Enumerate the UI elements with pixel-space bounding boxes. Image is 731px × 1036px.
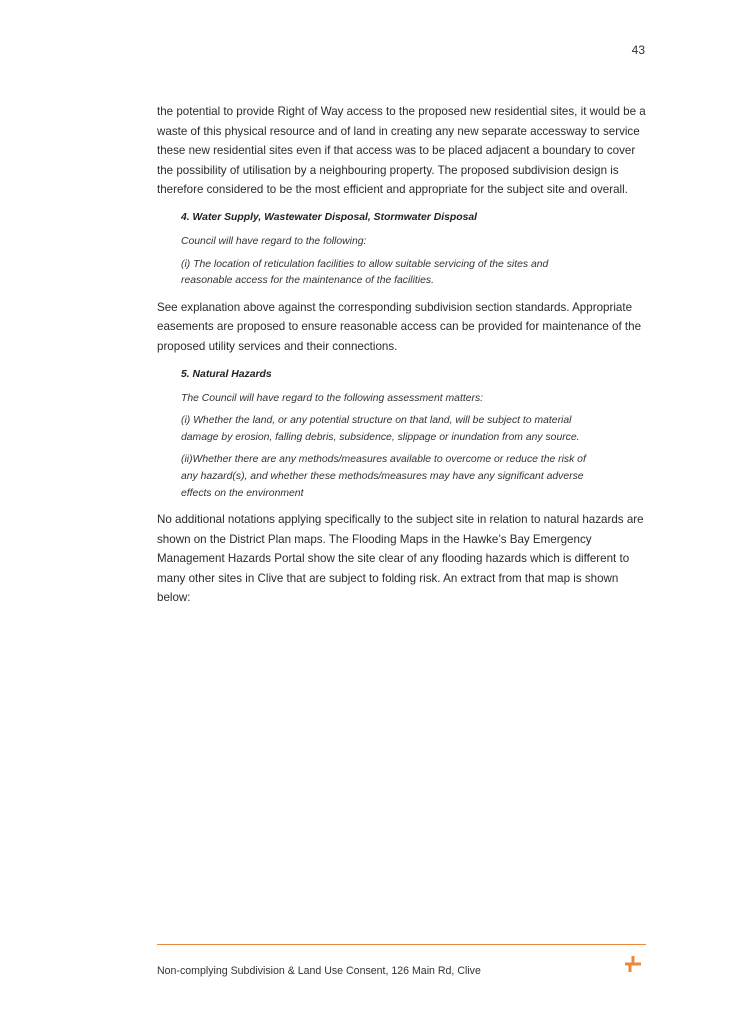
section-4-intro: Council will have regard to the following: (181, 235, 367, 247)
section-5-item-1: (i) Whether the land, or any potential structure on that land, will be subject to material damage by erosion, falling debris, subsidence, slippage or inundation from any source. (181, 415, 580, 443)
section-5-item-2: (ii)Whether there are any methods/measures available to overcome or reduce the risk of any hazard(s), and whether these methods/measures may have any significant adverse effects on the environment (181, 454, 586, 499)
bracket-corner-logo-icon (623, 954, 643, 974)
section-4-quote (181, 210, 601, 290)
section-4-item-1: (i) The location of reticulation facilities to allow suitable servicing of the sites and reasonable access for the maintenance of the facilities. (181, 258, 549, 287)
footer-divider (157, 944, 646, 945)
section-5-heading: 5. Natural Hazards (181, 368, 272, 380)
paragraph-natural-hazards: No additional notations applying specifically to the subject site in relation to natural hazards are shown on the District Plan maps. The Flooding Maps in the Hawke’s Bay Emergency Management Hazards Portal show the site clear of any flooding hazards which is different to many other sites in Clive that are subject to folding risk. An extract from that map is shown below: (157, 513, 644, 605)
paragraph-easements: See explanation above against the corresponding subdivision section standards. Appropriate easements are proposed to ensure reasonable access can be provided for maintenance of the proposed utility services and their connections. (157, 300, 642, 353)
page-number: 43 (631, 43, 645, 57)
document-body (157, 102, 647, 618)
paragraph-right-of-way: the potential to provide Right of Way access to the proposed new residential sites, it would be a waste of this physical resource and of land in creating any new separate accessway to service these new residential sites even if that access was to be placed adjacent a boundary to cover the possibility of utilisation by a neighbouring property. The proposed subdivision design is therefore considered to be the most efficient and appropriate for the subject site and overall. (157, 105, 646, 197)
section-5-intro: The Council will have regard to the following assessment matters: (181, 392, 484, 404)
section-4-heading: 4. Water Supply, Wastewater Disposal, Stormwater Disposal (181, 211, 478, 223)
footer-title: Non-complying Subdivision & Land Use Consent, 126 Main Rd, Clive (157, 965, 481, 977)
section-5-quote (181, 367, 601, 503)
